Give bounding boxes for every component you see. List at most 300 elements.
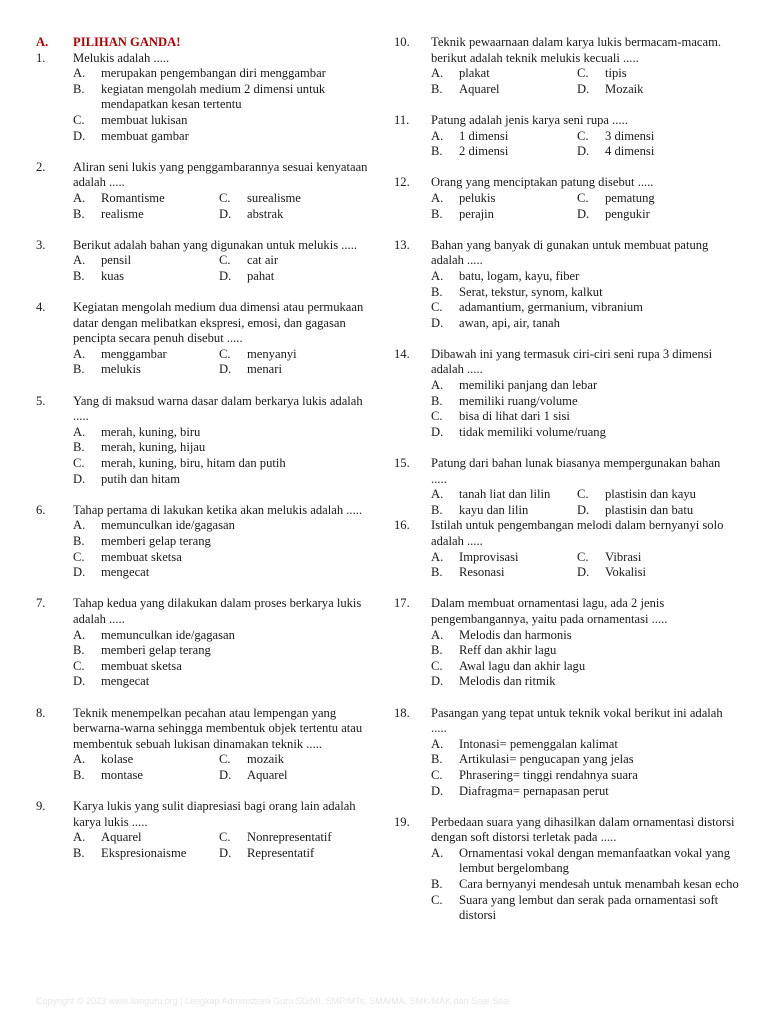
question-row bbox=[36, 799, 376, 830]
answer-option bbox=[219, 269, 274, 285]
answer-option bbox=[73, 456, 376, 472]
option-text: melukis bbox=[101, 362, 141, 377]
question-item bbox=[36, 503, 376, 581]
answer-options bbox=[36, 518, 376, 580]
answer-option bbox=[431, 784, 739, 800]
option-pair-row bbox=[73, 191, 376, 207]
option-letter: C. bbox=[73, 549, 85, 564]
answer-option bbox=[431, 565, 577, 581]
question-number: 7. bbox=[36, 596, 46, 611]
question-row bbox=[394, 596, 739, 627]
option-text: Romantisme bbox=[101, 190, 165, 205]
option-text: pelukis bbox=[459, 190, 496, 205]
option-text: membuat lukisan bbox=[101, 112, 188, 127]
option-letter: B. bbox=[73, 767, 85, 782]
answer-options bbox=[36, 253, 376, 284]
question-number: 4. bbox=[36, 300, 46, 315]
option-text: tipis bbox=[605, 66, 627, 81]
question-item bbox=[36, 51, 376, 145]
answer-option bbox=[73, 565, 376, 581]
option-letter: C. bbox=[431, 767, 443, 782]
question-row bbox=[36, 394, 376, 425]
right-column bbox=[394, 35, 739, 939]
option-letter: A. bbox=[73, 424, 86, 439]
option-pair-row bbox=[73, 207, 376, 223]
question-number: 14. bbox=[394, 346, 410, 361]
option-letter: B. bbox=[431, 565, 443, 580]
answer-option bbox=[431, 487, 577, 503]
answer-options bbox=[36, 425, 376, 487]
answer-option bbox=[73, 659, 376, 675]
answer-option bbox=[219, 830, 332, 846]
answer-option bbox=[73, 269, 219, 285]
question-number: 16. bbox=[394, 518, 410, 533]
option-pair-row bbox=[73, 269, 376, 285]
answer-option bbox=[219, 191, 301, 207]
option-text: Serat, tekstur, synom, kalkut bbox=[459, 284, 603, 299]
option-text: Aquarel bbox=[247, 767, 288, 782]
option-text: menyanyi bbox=[247, 346, 297, 361]
option-pair-row bbox=[431, 487, 739, 503]
answer-option bbox=[219, 207, 283, 223]
option-letter: C. bbox=[219, 752, 231, 767]
option-letter: C. bbox=[431, 409, 443, 424]
answer-option bbox=[73, 66, 376, 82]
option-text: putih dan hitam bbox=[101, 471, 181, 486]
question-number: 13. bbox=[394, 237, 410, 252]
section-heading bbox=[36, 35, 376, 51]
answer-option bbox=[73, 440, 376, 456]
option-letter: C. bbox=[73, 112, 85, 127]
option-letter: D. bbox=[73, 565, 86, 580]
question-item bbox=[394, 518, 739, 580]
question-text: Istilah untuk pengembangan melodi dalam bernyanyi solo adalah ..... bbox=[431, 518, 724, 548]
answer-option bbox=[577, 129, 654, 145]
option-text: merah, kuning, biru, hitam dan putih bbox=[101, 456, 286, 471]
left-column bbox=[36, 35, 376, 877]
answer-options bbox=[394, 737, 739, 799]
option-text: membuat sketsa bbox=[101, 658, 182, 673]
answer-option bbox=[431, 316, 739, 332]
question-item bbox=[36, 596, 376, 690]
answer-option bbox=[73, 425, 376, 441]
answer-option bbox=[431, 893, 739, 924]
option-pair-row bbox=[431, 82, 739, 98]
answer-option bbox=[431, 752, 739, 768]
question-row bbox=[36, 706, 376, 753]
option-letter: C. bbox=[577, 190, 589, 205]
question-row bbox=[394, 815, 739, 846]
option-text: abstrak bbox=[247, 206, 284, 221]
option-letter: B. bbox=[431, 643, 443, 658]
answer-option bbox=[73, 129, 376, 145]
question-text: Bahan yang banyak di gunakan untuk membuat patung adalah ..... bbox=[431, 237, 709, 268]
option-letter: B. bbox=[73, 206, 85, 221]
option-letter: A. bbox=[431, 268, 444, 283]
option-text: memberi gelap terang bbox=[101, 643, 211, 658]
option-pair-row bbox=[431, 144, 739, 160]
answer-options bbox=[394, 129, 739, 160]
question-item bbox=[394, 113, 739, 160]
answer-options bbox=[394, 191, 739, 222]
answer-option bbox=[431, 285, 739, 301]
question-text: Teknik menempelkan pecahan atau lempengan yang berwarna-warna sehingga membentuk objek tertentu atau membentuk sebuah lukisan dinamakan teknik ..... bbox=[73, 705, 363, 751]
option-letter: C. bbox=[577, 487, 589, 502]
answer-option bbox=[431, 269, 739, 285]
option-pair-row bbox=[73, 347, 376, 363]
question-row bbox=[36, 503, 376, 519]
answer-option bbox=[219, 768, 288, 784]
answer-option bbox=[219, 347, 297, 363]
option-text: surealisme bbox=[247, 190, 301, 205]
option-text: membuat gambar bbox=[101, 128, 189, 143]
option-letter: D. bbox=[219, 767, 232, 782]
option-text: Ekspresionaisme bbox=[101, 845, 187, 860]
question-item bbox=[36, 706, 376, 784]
option-letter: B. bbox=[73, 643, 85, 658]
question-item bbox=[394, 706, 739, 800]
answer-option bbox=[577, 66, 627, 82]
option-text: memiliki ruang/volume bbox=[459, 393, 578, 408]
option-letter: B. bbox=[431, 284, 443, 299]
question-number: 12. bbox=[394, 175, 410, 190]
option-text: Vibrasi bbox=[605, 549, 642, 564]
question-number: 18. bbox=[394, 705, 410, 720]
question-text: Tahap pertama di lakukan ketika akan melukis adalah ..... bbox=[73, 502, 363, 517]
option-letter: B. bbox=[73, 81, 85, 96]
option-text: Intonasi= pemenggalan kalimat bbox=[459, 736, 618, 751]
answer-options bbox=[394, 628, 739, 690]
option-text: 3 dimensi bbox=[605, 128, 655, 143]
answer-option bbox=[431, 877, 739, 893]
option-letter: A. bbox=[73, 253, 86, 268]
answer-option bbox=[73, 628, 376, 644]
option-text: mengecat bbox=[101, 565, 150, 580]
option-letter: C. bbox=[577, 549, 589, 564]
question-number: 10. bbox=[394, 35, 410, 49]
option-letter: B. bbox=[73, 362, 85, 377]
answer-option bbox=[577, 565, 646, 581]
answer-options bbox=[394, 550, 739, 581]
option-letter: D. bbox=[219, 362, 232, 377]
answer-option bbox=[431, 207, 577, 223]
answer-option bbox=[73, 752, 219, 768]
option-letter: C. bbox=[431, 892, 443, 907]
option-text: adamantium, germanium, vibranium bbox=[459, 300, 643, 315]
question-text: Orang yang menciptakan patung disebut ..... bbox=[431, 175, 654, 190]
option-letter: D. bbox=[577, 81, 590, 96]
answer-option bbox=[73, 518, 376, 534]
option-letter: A. bbox=[73, 830, 86, 845]
option-text: Awal lagu dan akhir lagu bbox=[459, 658, 586, 673]
answer-options bbox=[36, 191, 376, 222]
answer-option bbox=[431, 628, 739, 644]
option-pair-row bbox=[431, 565, 739, 581]
option-text: batu, logam, kayu, fiber bbox=[459, 268, 580, 283]
option-text: menari bbox=[247, 362, 282, 377]
option-pair-row bbox=[431, 191, 739, 207]
option-letter: C. bbox=[219, 830, 231, 845]
question-number: 19. bbox=[394, 814, 410, 829]
option-text: mozaik bbox=[247, 752, 285, 767]
option-text: perajin bbox=[459, 206, 494, 221]
option-letter: D. bbox=[577, 144, 590, 159]
option-text: Aquarel bbox=[459, 81, 500, 96]
option-letter: D. bbox=[73, 471, 86, 486]
question-text: Melukis adalah ..... bbox=[73, 50, 170, 65]
option-text: plastisin dan kayu bbox=[605, 487, 696, 502]
answer-option bbox=[73, 472, 376, 488]
option-letter: B. bbox=[73, 440, 85, 455]
option-letter: B. bbox=[73, 534, 85, 548]
option-text: bisa di lihat dari 1 sisi bbox=[459, 409, 570, 424]
question-row bbox=[394, 35, 739, 66]
option-letter: B. bbox=[431, 752, 443, 767]
question-text: Yang di maksud warna dasar dalam berkarya lukis adalah ..... bbox=[73, 393, 363, 424]
answer-option bbox=[73, 846, 219, 862]
question-row bbox=[394, 706, 739, 737]
question-row bbox=[36, 596, 376, 627]
answer-options bbox=[36, 628, 376, 690]
answer-option bbox=[577, 144, 654, 160]
question-text: Dibawah ini yang termasuk ciri-ciri seni rupa 3 dimensi adalah ..... bbox=[431, 346, 713, 377]
option-text: 2 dimensi bbox=[459, 144, 509, 159]
answer-option bbox=[431, 191, 577, 207]
answer-option bbox=[431, 144, 577, 160]
question-text: Kegiatan mengolah medium dua dimensi atau permukaan datar dengan melibatkan ekspresi, emosi, dan gagasan pencipta secara penuh disebut ..... bbox=[73, 300, 364, 346]
option-text: Ornamentasi vokal dengan memanfaatkan vokal yang lembut bergelombang bbox=[459, 845, 731, 876]
option-letter: A. bbox=[73, 627, 86, 642]
option-text: Improvisasi bbox=[459, 549, 519, 564]
answer-option bbox=[73, 347, 219, 363]
answer-option bbox=[73, 82, 376, 113]
option-text: Diafragma= pernapasan perut bbox=[459, 783, 609, 798]
answer-option bbox=[431, 425, 739, 441]
option-letter: B. bbox=[73, 268, 85, 283]
question-number: 8. bbox=[36, 705, 46, 720]
option-letter: C. bbox=[577, 66, 589, 81]
answer-options bbox=[394, 846, 739, 924]
option-text: 1 dimensi bbox=[459, 128, 509, 143]
option-pair-row bbox=[431, 503, 739, 519]
answer-option bbox=[431, 550, 577, 566]
option-letter: A. bbox=[431, 549, 444, 564]
option-text: awan, api, air, tanah bbox=[459, 315, 560, 330]
option-text: tanah liat dan lilin bbox=[459, 487, 551, 502]
option-letter: B. bbox=[431, 206, 443, 221]
option-letter: C. bbox=[431, 658, 443, 673]
option-letter: D. bbox=[73, 128, 86, 143]
answer-option bbox=[73, 253, 219, 269]
question-number: 5. bbox=[36, 393, 46, 408]
answer-option bbox=[431, 674, 739, 690]
question-item bbox=[394, 238, 739, 332]
option-letter: D. bbox=[219, 206, 232, 221]
option-text: montase bbox=[101, 767, 143, 782]
answer-options bbox=[36, 752, 376, 783]
option-text: Resonasi bbox=[459, 565, 505, 580]
answer-option bbox=[431, 503, 577, 519]
question-row bbox=[394, 456, 739, 487]
answer-option bbox=[73, 191, 219, 207]
question-item bbox=[394, 815, 739, 924]
answer-options bbox=[394, 487, 739, 518]
answer-option bbox=[73, 830, 219, 846]
question-text: Aliran seni lukis yang penggambarannya sesuai kenyataan adalah ..... bbox=[73, 159, 368, 190]
answer-option bbox=[431, 737, 739, 753]
option-letter: B. bbox=[431, 81, 443, 96]
question-row bbox=[36, 160, 376, 191]
option-letter: D. bbox=[577, 502, 590, 517]
option-letter: A. bbox=[431, 378, 444, 393]
question-row bbox=[394, 518, 739, 549]
option-text: Melodis dan ritmik bbox=[459, 674, 556, 689]
question-row bbox=[36, 51, 376, 67]
option-text: Representatif bbox=[247, 845, 315, 860]
option-letter: D. bbox=[431, 674, 444, 689]
option-letter: A. bbox=[431, 627, 444, 642]
question-row bbox=[394, 175, 739, 191]
option-text: 4 dimensi bbox=[605, 144, 655, 159]
option-letter: C. bbox=[577, 128, 589, 143]
question-number: 9. bbox=[36, 799, 46, 814]
option-text: plastisin dan batu bbox=[605, 502, 694, 517]
option-letter: B. bbox=[73, 845, 85, 860]
answer-option bbox=[431, 409, 739, 425]
option-letter: A. bbox=[73, 752, 86, 767]
option-text: mengecat bbox=[101, 674, 150, 689]
question-row bbox=[394, 347, 739, 378]
answer-option bbox=[431, 129, 577, 145]
answer-option bbox=[219, 846, 314, 862]
option-letter: A. bbox=[431, 487, 444, 502]
option-letter: A. bbox=[431, 736, 444, 751]
question-text: Patung adalah jenis karya seni rupa ..... bbox=[431, 112, 628, 127]
question-row bbox=[394, 238, 739, 269]
option-pair-row bbox=[431, 207, 739, 223]
option-letter: A. bbox=[73, 346, 86, 361]
question-text: Dalam membuat ornamentasi lagu, ada 2 jenis pengembangannya, yaitu pada ornamentasi ..... bbox=[431, 596, 668, 626]
option-text: pensil bbox=[101, 253, 132, 268]
option-text: kegiatan mengolah medium 2 dimensi untuk mendapatkan kesan tertentu bbox=[101, 81, 326, 112]
question-item bbox=[36, 394, 376, 488]
question-text: Karya lukis yang sulit diapresiasi bagi orang lain adalah karya lukis ..... bbox=[73, 799, 356, 829]
option-letter: D. bbox=[219, 268, 232, 283]
question-item bbox=[36, 799, 376, 861]
answer-option bbox=[577, 191, 655, 207]
question-text: Tahap kedua yang dilakukan dalam proses berkarya lukis adalah ..... bbox=[73, 596, 362, 626]
option-text: Aquarel bbox=[101, 830, 142, 845]
question-number: 6. bbox=[36, 502, 46, 517]
question-item bbox=[394, 347, 739, 441]
question-row bbox=[394, 113, 739, 129]
option-text: Melodis dan harmonis bbox=[459, 627, 572, 642]
question-row bbox=[36, 238, 376, 254]
answer-option bbox=[73, 643, 376, 659]
option-letter: C. bbox=[219, 346, 231, 361]
option-letter: C. bbox=[219, 190, 231, 205]
option-pair-row bbox=[431, 129, 739, 145]
option-pair-row bbox=[73, 253, 376, 269]
question-text: Berikut adalah bahan yang digunakan untuk melukis ..... bbox=[73, 237, 357, 252]
option-letter: A. bbox=[431, 190, 444, 205]
option-text: tidak memiliki volume/ruang bbox=[459, 424, 606, 439]
option-text: Nonrepresentatif bbox=[247, 830, 332, 845]
option-text: menggambar bbox=[101, 346, 167, 361]
option-text: Artikulasi= pengucapan yang jelas bbox=[459, 752, 634, 767]
option-letter: D. bbox=[431, 783, 444, 798]
option-pair-row bbox=[73, 846, 376, 862]
option-text: membuat sketsa bbox=[101, 549, 182, 564]
question-number: 11. bbox=[394, 112, 410, 127]
option-letter: A. bbox=[431, 128, 444, 143]
option-letter: D. bbox=[219, 845, 232, 860]
answer-option bbox=[577, 550, 641, 566]
option-letter: D. bbox=[431, 315, 444, 330]
question-number: 17. bbox=[394, 596, 410, 611]
option-text: memiliki panjang dan lebar bbox=[459, 378, 598, 393]
question-text: Patung dari bahan lunak biasanya mempergunakan bahan ..... bbox=[431, 456, 721, 486]
option-letter: A. bbox=[73, 518, 86, 533]
question-number: 2. bbox=[36, 159, 46, 174]
answer-options bbox=[394, 269, 739, 331]
option-text: merupakan pengembangan diri menggambar bbox=[101, 66, 326, 81]
question-row bbox=[36, 300, 376, 347]
option-text: pengukir bbox=[605, 206, 650, 221]
option-letter: D. bbox=[431, 424, 444, 439]
option-pair-row bbox=[431, 66, 739, 82]
section-letter: A. bbox=[36, 35, 49, 49]
question-number: 3. bbox=[36, 237, 46, 252]
answer-option bbox=[73, 534, 376, 550]
answer-option bbox=[431, 768, 739, 784]
option-letter: A. bbox=[431, 66, 444, 81]
question-number: 1. bbox=[36, 50, 46, 65]
option-letter: D. bbox=[577, 565, 590, 580]
answer-options bbox=[394, 378, 739, 440]
answer-option bbox=[577, 207, 650, 223]
option-pair-row bbox=[431, 550, 739, 566]
question-number: 15. bbox=[394, 456, 410, 471]
answer-option bbox=[73, 362, 219, 378]
answer-option bbox=[73, 207, 219, 223]
answer-options bbox=[394, 66, 739, 97]
option-pair-row bbox=[73, 362, 376, 378]
answer-option bbox=[73, 550, 376, 566]
question-text: Teknik pewaarnaan dalam karya lukis bermacam-macam. berikut adalah teknik melukis kecuali ..... bbox=[431, 35, 722, 65]
question-item bbox=[36, 300, 376, 378]
option-letter: C. bbox=[219, 253, 231, 268]
option-letter: A. bbox=[431, 845, 444, 860]
answer-options bbox=[36, 347, 376, 378]
option-text: kolase bbox=[101, 752, 134, 767]
option-text: merah, kuning, hijau bbox=[101, 440, 206, 455]
question-item bbox=[36, 238, 376, 285]
question-text: Perbedaan suara yang dihasilkan dalam ornamentasi distorsi dengan soft distorsi terletak pada ..... bbox=[431, 814, 735, 845]
option-letter: C. bbox=[73, 456, 85, 471]
answer-option bbox=[577, 503, 693, 519]
section-title: PILIHAN GANDA! bbox=[73, 35, 181, 49]
option-letter: A. bbox=[73, 66, 86, 81]
option-letter: B. bbox=[431, 144, 443, 159]
option-text: Phrasering= tinggi rendahnya suara bbox=[459, 767, 638, 782]
answer-option bbox=[577, 82, 643, 98]
question-item bbox=[394, 456, 739, 518]
option-text: pematung bbox=[605, 190, 655, 205]
answer-options bbox=[36, 66, 376, 144]
option-letter: A. bbox=[73, 190, 86, 205]
option-text: memunculkan ide/gagasan bbox=[101, 518, 235, 533]
